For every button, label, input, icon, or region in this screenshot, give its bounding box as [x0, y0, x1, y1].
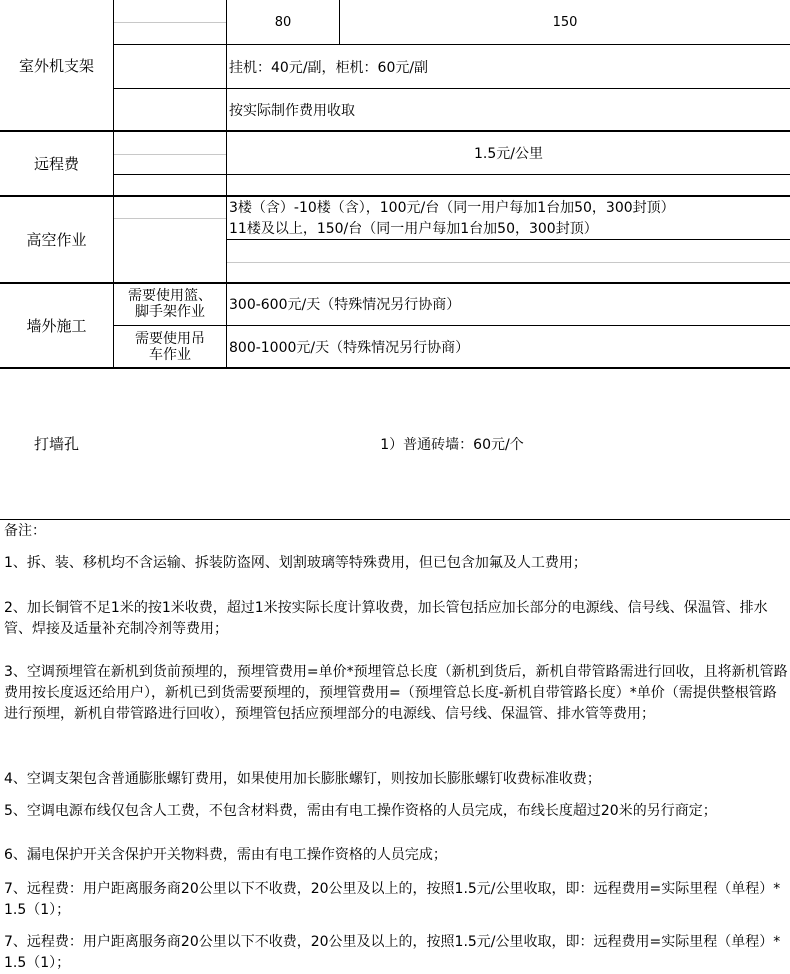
- exterior-wall-crane-text: 需要使用吊车作业: [135, 330, 205, 363]
- notes-header: 备注：: [4, 523, 46, 539]
- grid-line: [113, 174, 790, 175]
- exterior-wall-crane-condition: [114, 326, 226, 367]
- grid-line: [226, 0, 227, 368]
- wall-drilling-label: 打墙孔: [33, 435, 79, 453]
- exterior-wall-scaffold-text: 需要使用篮、脚手架作业: [128, 288, 212, 320]
- remote-fee-label: 远程费: [33, 154, 79, 173]
- high-altitude-floors-11-plus: 11楼及以上，150/台（同一用户每加1台加50，300封顶）: [229, 221, 598, 237]
- outdoor-bracket-hanging-cabinet: 挂机：40元/副，柜机：60元/副: [229, 59, 429, 76]
- note-item: 6、漏电保护开关含保护开关物料费，需由有电工操作资格的人员完成；: [4, 847, 447, 863]
- grid-line: [114, 154, 226, 155]
- outdoor-bracket-label: 室外机支架: [18, 56, 94, 75]
- note-item: 4、空调支架包含普通膨胀螺钉费用，如果使用加长膨胀螺钉，则按加长膨胀螺钉收费标准收费；: [4, 771, 601, 787]
- exterior-wall-crane-price: 800-1000元/天（特殊情况另行协商）: [229, 339, 470, 356]
- note-item: 5、空调电源布线仅包含人工费，不包含材料费，需由有电工操作资格的人员完成，布线长度超过20米的另行商定；: [4, 803, 717, 819]
- grid-line: [114, 218, 226, 219]
- outdoor-bracket-price-1: 80: [274, 14, 292, 30]
- grid-line: [0, 519, 790, 520]
- grid-line: [114, 22, 226, 23]
- wall-drilling-value: 1）普通砖墙：60元/个: [380, 436, 524, 453]
- exterior-wall-scaffold-price: 300-600元/天（特殊情况另行协商）: [229, 297, 461, 313]
- grid-line: [227, 262, 790, 263]
- high-altitude-floors-3-10: 3楼（含）-10楼（含），100元/台（同一用户每加1台加50，300封顶）: [229, 199, 675, 216]
- exterior-wall-label: 墙外施工: [26, 316, 87, 335]
- exterior-wall-scaffold-condition: [114, 283, 226, 325]
- note-item: 7、远程费：用户距离服务商20公里以下不收费，20公里及以上的，按照1.5元/公里收取，即：远程费用=实际里程（单程）*1.5（1）；: [4, 881, 781, 918]
- note-item: 3、空调预埋管在新机到货前预埋的，预埋管费用=单价*预埋管总长度（新机到货后，新机自带管路需进行回收，且将新机管路费用按长度返还给用户），新机已到货需要预埋的，预埋管费用=（预埋管总长度-新机自带管路长度）*单价（需提供整根管路进行预埋，新机自带管路进行回收），预埋管包括应预埋部分的电源线、信号线、保温管、排水管等费用；: [4, 664, 788, 722]
- high-altitude-label: 高空作业: [26, 230, 87, 249]
- grid-line: [113, 88, 790, 89]
- outdoor-bracket-custom: 按实际制作费用收取: [229, 102, 355, 119]
- grid-line: [226, 239, 790, 240]
- note-item: 2、加长铜管不足1米的按1米收费，超过1米按实际长度计算收费，加长管包括应加长部分的电源线、信号线、保温管、排水管、焊接及适量补充制冷剂等费用；: [4, 600, 768, 637]
- note-item: 7、远程费：用户距离服务商20公里以下不收费，20公里及以上的，按照1.5元/公里收取，即：远程费用=实际里程（单程）*1.5（1）；: [4, 934, 781, 971]
- note-item: 1、拆、装、移机均不含运输、拆装防盗网、划割玻璃等特殊费用，但已包含加氟及人工费用；: [4, 555, 587, 571]
- remote-fee-value: 1.5元/公里: [474, 145, 543, 162]
- outdoor-bracket-price-2: 150: [552, 14, 578, 30]
- grid-line: [113, 44, 790, 45]
